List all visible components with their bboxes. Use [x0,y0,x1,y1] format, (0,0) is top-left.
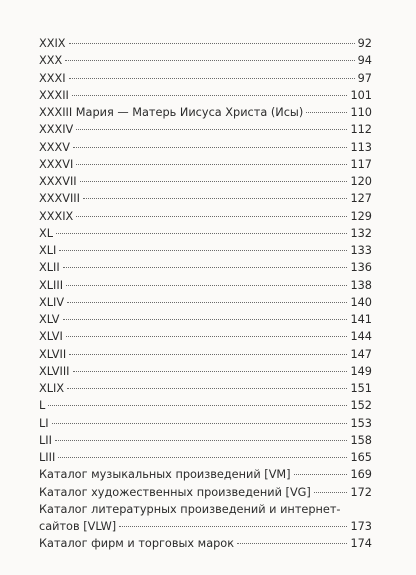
toc-leader-dots [306,112,347,113]
toc-entry [39,380,372,397]
toc-entry-page: 94 [357,54,372,68]
toc-entry-label: XXX [39,54,63,68]
toc-entry [39,52,372,69]
toc-entry-label: XLI [39,244,57,257]
toc-entry-page: 117 [350,157,372,171]
toc-entry-label: XXXVII [39,175,77,188]
toc-entry-page: 151 [350,382,372,395]
toc-entry-label: XXXII [39,88,69,102]
toc-leader-dots [73,371,348,372]
toc-leader-dots [237,543,347,544]
toc-entry-label: XLIX [39,382,65,395]
toc-entry-page: 140 [350,295,372,309]
toc-leader-dots [59,250,347,251]
toc-entry-page: 172 [350,485,372,499]
toc-entry-brands [39,535,372,552]
toc-leader-dots [314,492,348,493]
toc-entry-page: 132 [350,226,372,240]
toc-entry [39,277,372,294]
toc-entry-label: XLV [39,313,60,326]
toc-entry-label-line2: сайтов [VLW] [39,520,117,533]
toc-entry [39,139,372,156]
toc-leader-dots [67,302,347,303]
toc-entry-page: 97 [357,71,372,85]
toc-entry-label: XXXIX [39,209,74,223]
toc-entry-page: 138 [350,278,372,292]
toc-entry [39,466,372,483]
toc-entry [39,432,372,449]
toc-entry-label: Каталог музыкальных произведений [VM] [39,468,291,482]
toc-leader-dots [63,319,348,320]
toc-leader-dots [69,78,355,79]
toc-entry [39,311,372,328]
toc-entry [39,346,372,363]
toc-entry [39,484,372,501]
toc-entry [39,121,372,138]
toc-entry-label: LIII [39,451,56,464]
toc-entry [39,259,372,276]
toc-leader-dots [119,526,347,527]
toc-entry-page: 129 [350,209,372,223]
toc-entry-label: XXXI [39,71,66,85]
toc-entry-label: XLVII [39,347,67,361]
toc-entry-page: 141 [350,313,372,326]
toc-entry-label: XXXIV [39,123,74,137]
toc-entry [39,397,372,414]
toc-entry-page: 113 [350,140,372,154]
toc-entry-page: 147 [350,347,372,361]
toc-entry-page: 136 [350,261,372,275]
toc-leader-dots [76,129,347,130]
toc-entry-label: XXXIII Мария — Матерь Иисуса Христа (Исы) [39,106,304,119]
toc-leader-dots [83,198,347,199]
toc-leader-dots [67,388,347,389]
toc-entry [39,225,372,242]
toc-entry [39,242,372,259]
toc-entry-page: 169 [350,468,372,482]
toc-entry [39,190,372,207]
toc-entry-vlw [39,501,372,536]
toc-entry-page: 152 [350,399,372,413]
toc-entry-page: 112 [350,123,372,137]
toc-leader-dots [52,423,348,424]
toc-entry-page: 110 [350,106,372,119]
toc-entry-label: Каталог фирм и торговых марок [39,537,235,551]
toc-leader-dots [294,474,348,475]
toc-entry-page: 158 [350,433,372,447]
toc-leader-dots [69,354,347,355]
toc-entry [39,449,372,466]
toc-entry-label: XXXV [39,140,70,154]
toc-leader-dots [48,405,347,406]
toc-leader-dots [73,147,347,148]
toc-entry-label: L [39,399,46,413]
toc-entry [39,70,372,87]
toc-leader-dots [76,164,347,165]
toc-entry [39,35,372,52]
toc-entry-label: XLIII [39,278,64,292]
toc-entry-label: XLVIII [39,364,70,378]
toc-leader-dots [56,233,347,234]
toc-entry-page: 174 [350,537,372,551]
toc-entry-label: XL [39,226,54,240]
toc-entry [39,415,372,432]
toc-leader-dots [66,336,348,337]
toc-entry [39,156,372,173]
toc-entry [39,363,372,380]
toc-leader-dots [66,285,347,286]
toc-entry [39,87,372,104]
toc-leader-dots [69,43,355,44]
toc-entry-label: XXIX [39,37,66,50]
toc-entry-label: LI [39,416,49,430]
toc-leader-dots [58,457,347,458]
toc-entry-page: 173 [350,520,372,533]
toc-leader-dots [55,440,347,441]
toc-entry-page: 127 [350,192,372,206]
toc-entry-label: LII [39,433,52,447]
toc-entry [39,294,372,311]
toc-leader-dots [76,216,347,217]
toc-leader-dots [72,95,348,96]
toc-leader-dots [63,267,348,268]
toc-entry-label: Каталог художественных произведений [VG] [39,485,311,499]
toc-leader-dots [65,60,354,61]
toc-entry-page: 165 [350,451,372,464]
toc-entry [39,104,372,121]
toc-entry [39,208,372,225]
toc-entry-page: 153 [350,416,372,430]
toc-entry-label: XXXVI [39,157,74,171]
toc-entry-label-line1: Каталог литературных произведений и интернет- [39,502,341,516]
toc-entry-label: XLVI [39,330,63,344]
toc-entry [39,173,372,190]
toc-entry-page: 144 [350,330,372,344]
toc-entry-page: 149 [350,364,372,378]
toc-entry-page: 92 [357,37,372,50]
toc-entry-page: 120 [350,175,372,188]
toc-entry-label: XLII [39,261,60,275]
toc-leader-dots [80,181,348,182]
table-of-contents [39,35,372,553]
toc-entry [39,328,372,345]
toc-entry-label: XLIV [39,295,65,309]
toc-entry-label: XXXVIII [39,192,80,206]
toc-entry-page: 101 [350,88,372,102]
toc-entry-page: 133 [350,244,372,257]
